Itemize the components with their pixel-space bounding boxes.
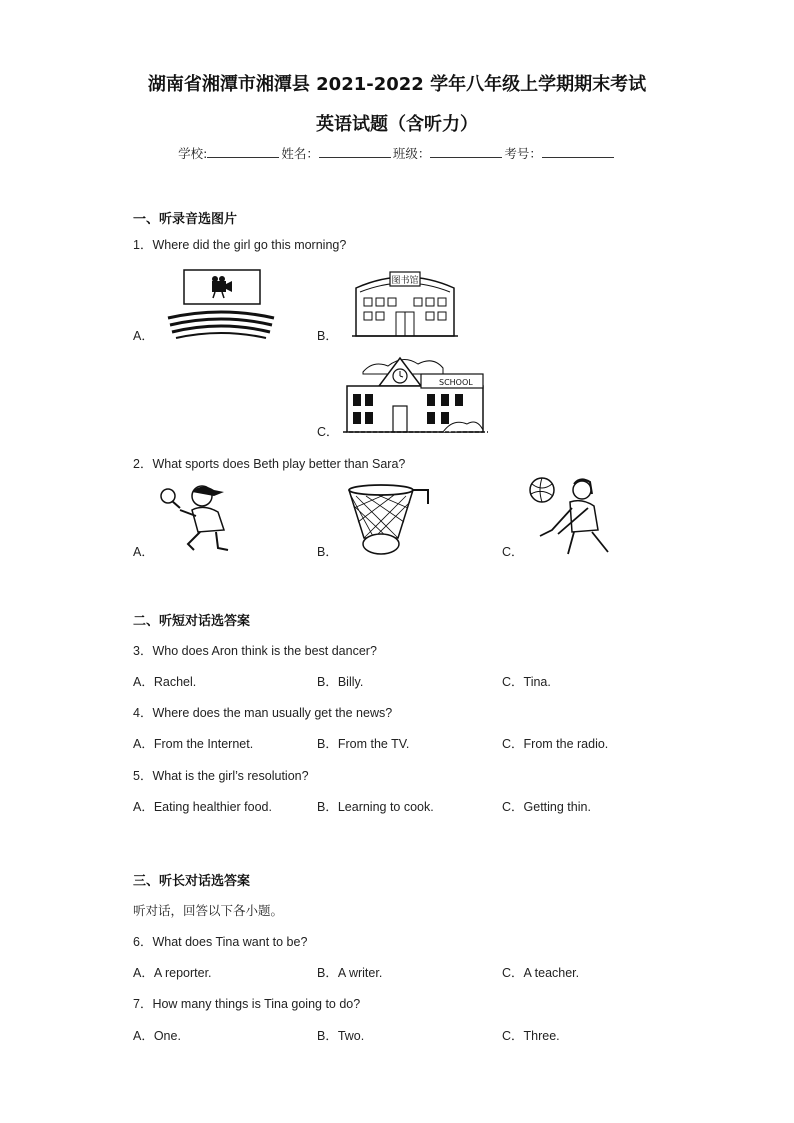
- q4-option-c[interactable]: C．From the radio.: [502, 737, 609, 751]
- exam-number-blank[interactable]: [542, 145, 614, 158]
- school-blank[interactable]: [207, 145, 279, 158]
- name-blank[interactable]: [319, 145, 391, 158]
- library-building-icon[interactable]: [350, 268, 460, 340]
- q7-option-c[interactable]: C．Three.: [502, 1029, 560, 1043]
- name-label: 姓名：: [281, 146, 319, 161]
- question-6: 6．What does Tina want to be?: [133, 935, 308, 949]
- class-blank[interactable]: [430, 145, 502, 158]
- library-sign: 图书馆: [391, 276, 419, 286]
- q5-option-b[interactable]: B．Learning to cook.: [317, 800, 434, 814]
- question-3: 3．Who does Aron think is the best dancer?: [133, 644, 377, 658]
- volleyball-player-icon[interactable]: [528, 474, 612, 556]
- q3-option-a[interactable]: A．Rachel.: [133, 675, 197, 689]
- q3-option-c[interactable]: C．Tina.: [502, 675, 551, 689]
- q5-option-c[interactable]: C．Getting thin.: [502, 800, 591, 814]
- q5-option-a[interactable]: A．Eating healthier food.: [133, 800, 272, 814]
- section-3-instruction: 听对话，回答以下各小题。: [133, 903, 284, 918]
- q7-option-a[interactable]: A．One.: [133, 1029, 181, 1043]
- q4-option-a[interactable]: A．From the Internet.: [133, 737, 254, 751]
- page-subtitle: 英语试题（含听力）: [316, 114, 478, 135]
- q3-option-b[interactable]: B．Billy.: [317, 675, 364, 689]
- basketball-hoop-icon[interactable]: [344, 482, 434, 556]
- school-sign: SCHOOL: [439, 378, 473, 387]
- question-4: 4．Where does the man usually get the news?: [133, 706, 393, 720]
- school-label: 学校:: [178, 146, 208, 161]
- q1-option-c-label[interactable]: C．: [317, 425, 339, 439]
- cinema-icon[interactable]: [166, 268, 276, 340]
- exam-number-label: 考号：: [504, 146, 542, 161]
- ping-pong-player-icon[interactable]: [158, 482, 238, 554]
- question-1: 1．Where did the girl go this morning?: [133, 238, 347, 252]
- q2-option-a-label[interactable]: A．: [133, 545, 154, 559]
- page-title: 湖南省湘潭市湘潭县 2021-2022 学年八年级上学期期末考试: [147, 74, 647, 95]
- section-3-title: 三、听长对话选答案: [133, 874, 251, 889]
- q1-option-a-label[interactable]: A．: [133, 329, 154, 343]
- section-2-title: 二、听短对话选答案: [133, 614, 251, 629]
- q2-option-c-label[interactable]: C．: [502, 545, 524, 559]
- question-2: 2．What sports does Beth play better than Sara?: [133, 457, 406, 471]
- q4-option-b[interactable]: B．From the TV.: [317, 737, 410, 751]
- section-1-title: 一、听录音选图片: [133, 212, 238, 227]
- class-label: 班级：: [392, 146, 431, 161]
- student-info-line: [0, 144, 794, 162]
- q6-option-a[interactable]: A．A reporter.: [133, 966, 212, 980]
- q6-option-b[interactable]: B．A writer.: [317, 966, 383, 980]
- school-building-icon[interactable]: [343, 352, 488, 436]
- q7-option-b[interactable]: B．Two.: [317, 1029, 365, 1043]
- q1-option-b-label[interactable]: B．: [317, 329, 338, 343]
- question-5: 5．What is the girl’s resolution?: [133, 769, 309, 783]
- question-7: 7．How many things is Tina going to do?: [133, 997, 361, 1011]
- q6-option-c[interactable]: C．A teacher.: [502, 966, 580, 980]
- q2-option-b-label[interactable]: B．: [317, 545, 338, 559]
